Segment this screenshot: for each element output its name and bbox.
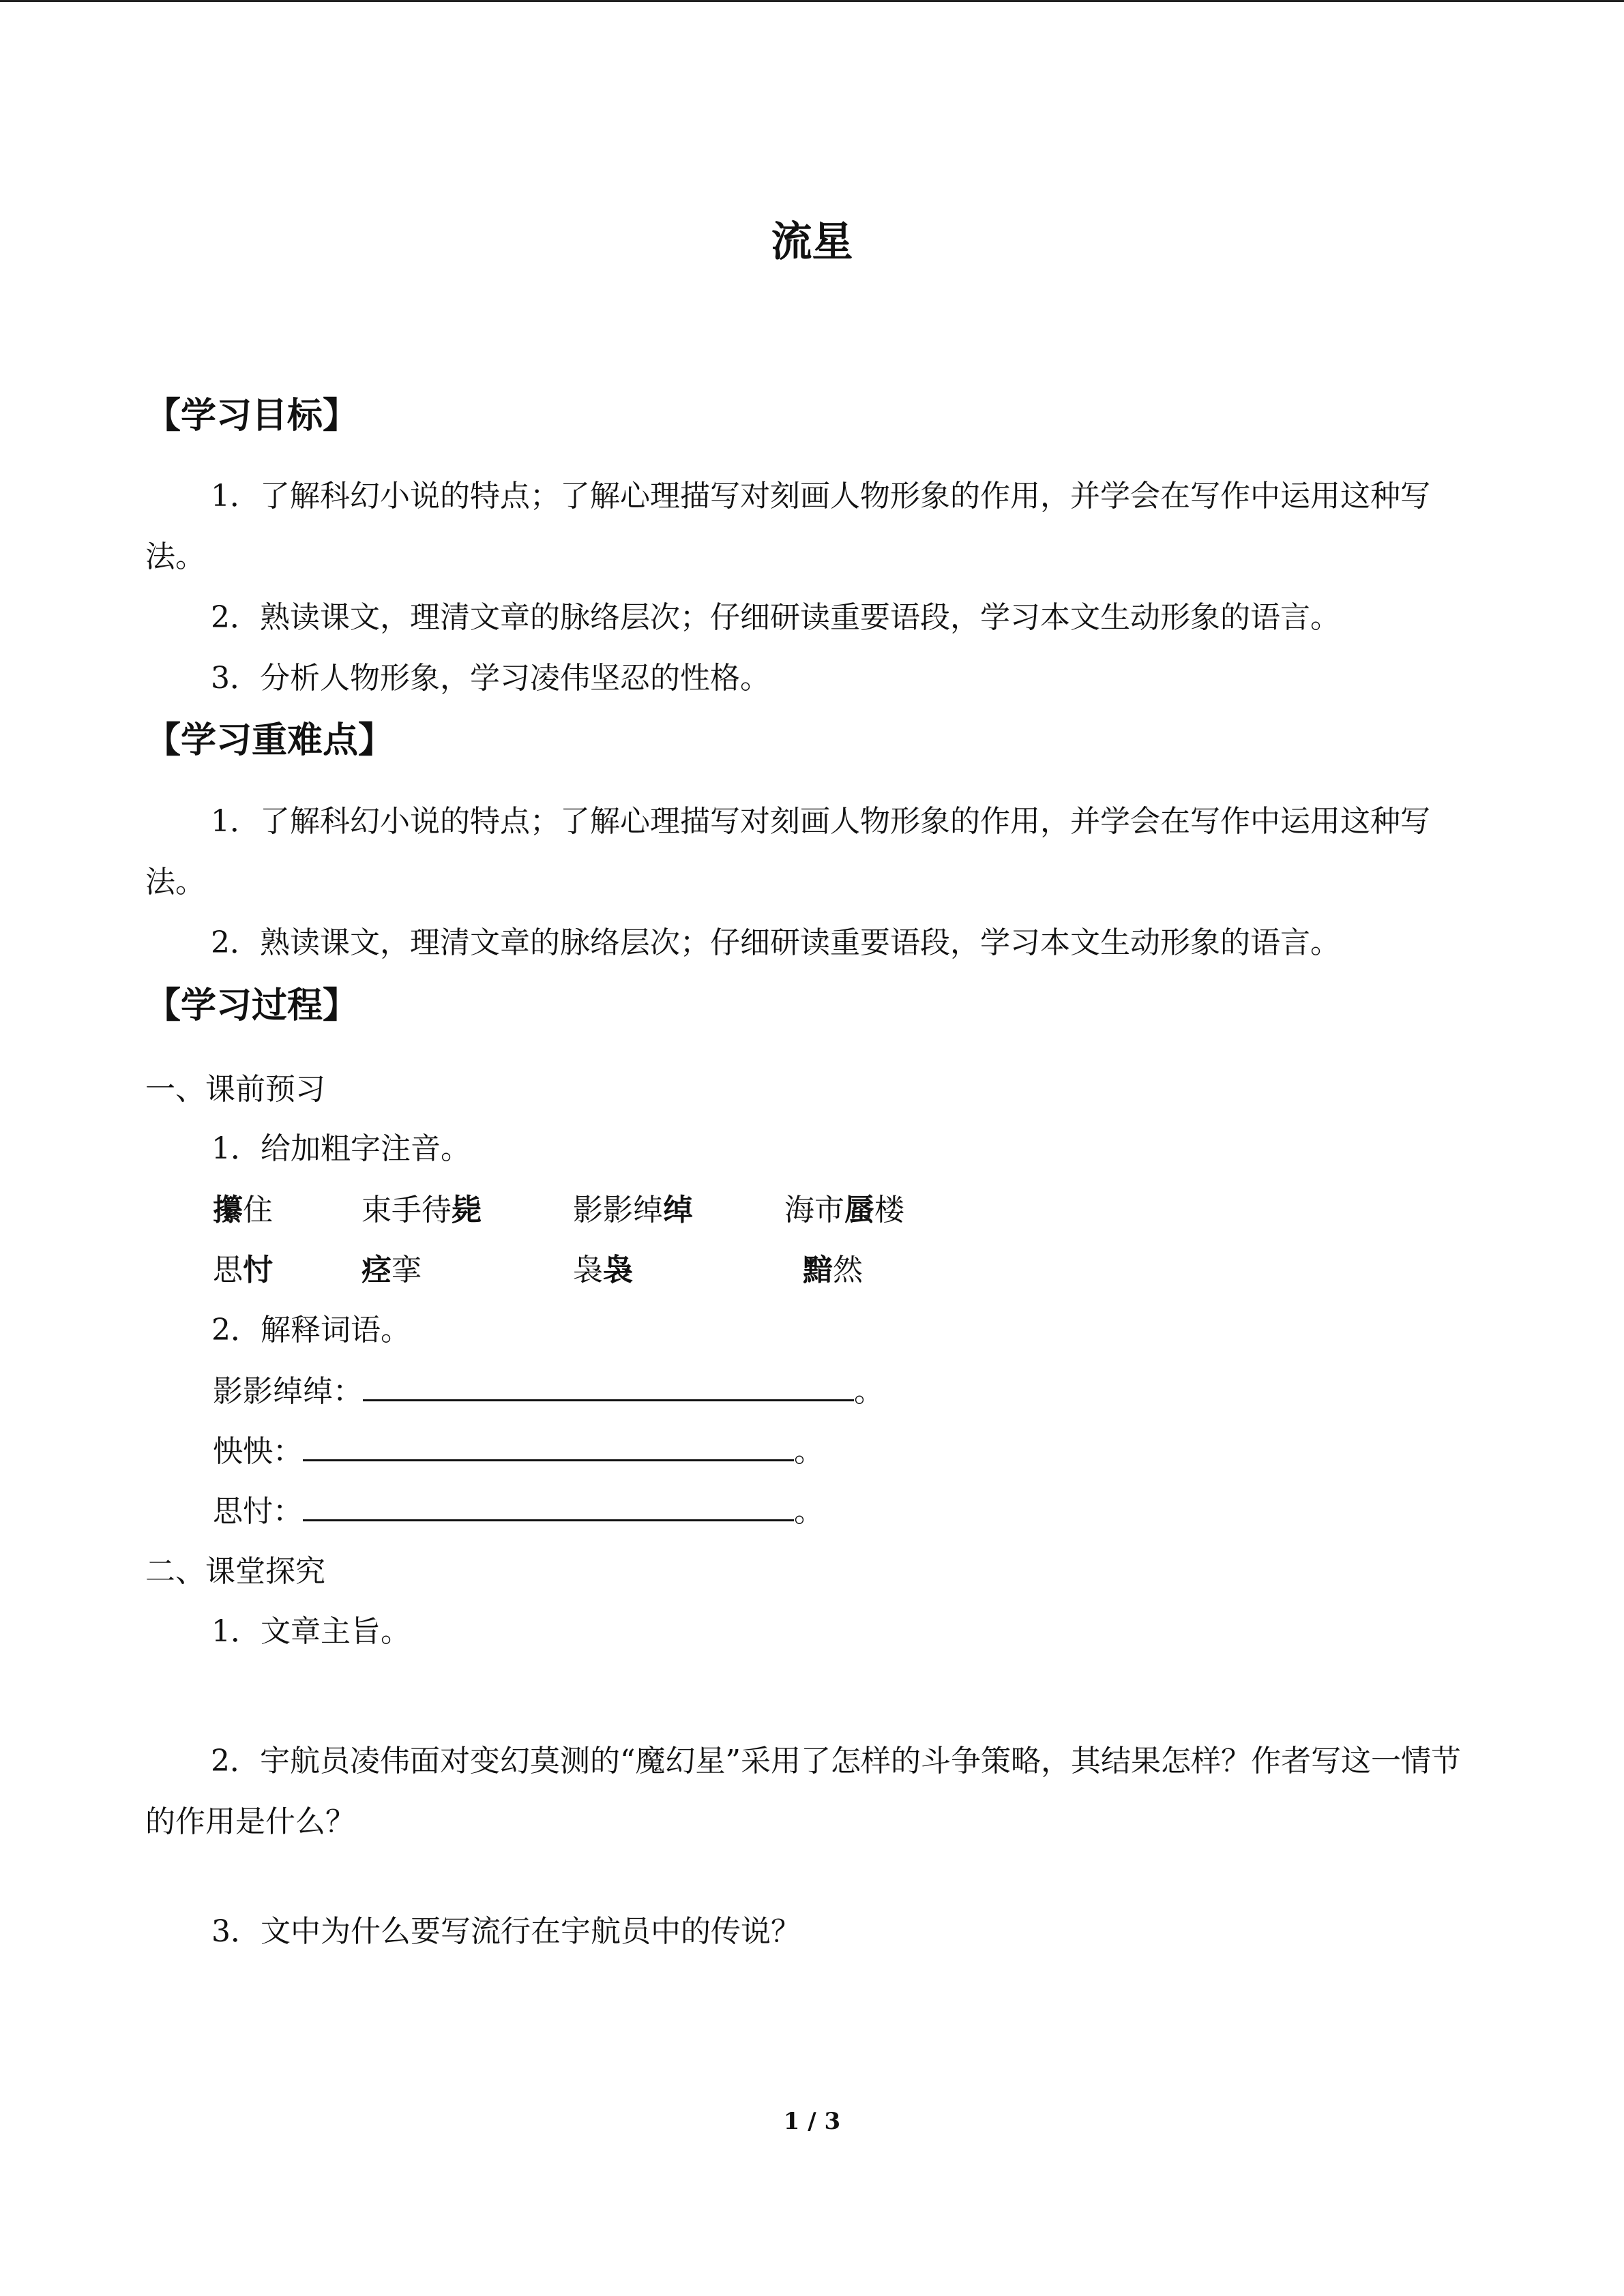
preview-heading: 一、课前预习: [145, 1072, 325, 1107]
pinyin-word-8: 黯然: [803, 1253, 863, 1287]
pinyin-word-1: 攥住: [213, 1193, 273, 1227]
answer-blank[interactable]: [363, 1372, 854, 1401]
inquiry-question-1: 1．文章主旨。: [211, 1614, 411, 1649]
answer-blank[interactable]: [303, 1432, 794, 1461]
pinyin-word-5: 思忖: [213, 1253, 273, 1287]
term-line-3: 思忖： 。: [213, 1491, 824, 1532]
page-title: 流星: [771, 218, 853, 266]
section-heading-goals: 【学习目标】: [145, 396, 359, 436]
goal-item-1: 1．了解科幻小说的特点；了解心理描写对刻画人物形象的作用，并学会在写作中运用这种写法。: [145, 479, 1430, 574]
term-line-2: 怏怏： 。: [213, 1431, 824, 1472]
section-heading-process: 【学习过程】: [145, 985, 359, 1026]
pinyin-word-4: 海市蜃楼: [784, 1193, 904, 1227]
goal-item-2: 2．熟读课文，理清文章的脉络层次；仔细研读重要语段，学习本文生动形象的语言。: [211, 600, 1340, 635]
answer-blank[interactable]: [303, 1492, 794, 1521]
section-heading-key-points: 【学习重难点】: [145, 720, 394, 761]
term-label: 怏怏：: [213, 1434, 303, 1469]
term-label: 思忖：: [213, 1494, 303, 1529]
preview-question-2: 2．解释词语。: [211, 1313, 411, 1347]
pinyin-word-3: 影影绰绰: [573, 1193, 693, 1227]
page-indicator: 1 / 3: [783, 2108, 841, 2135]
key-point-item-2: 2．熟读课文，理清文章的脉络层次；仔细研读重要语段，学习本文生动形象的语言。: [211, 925, 1340, 960]
pinyin-word-7: 袅袅: [573, 1253, 633, 1287]
pinyin-word-6: 痉挛: [361, 1253, 422, 1287]
inquiry-question-2: 2．宇航员凌伟面对变幻莫测的“魔幻星”采用了怎样的斗争策略，其结果怎样？作者写这一情节的作用是什么？: [145, 1744, 1461, 1839]
key-point-item-1: 1．了解科幻小说的特点；了解心理描写对刻画人物形象的作用，并学会在写作中运用这种写法。: [145, 804, 1430, 899]
inquiry-question-3: 3．文中为什么要写流行在宇航员中的传说？: [211, 1914, 801, 1949]
inquiry-heading: 二、课堂探究: [145, 1554, 325, 1589]
pinyin-word-2: 束手待毙: [361, 1193, 482, 1227]
preview-question-1: 1．给加粗字注音。: [211, 1131, 471, 1166]
term-label: 影影绰绰：: [213, 1374, 363, 1409]
term-line-1: 影影绰绰： 。: [213, 1371, 884, 1412]
goal-item-3: 3．分析人物形象，学习凌伟坚忍的性格。: [211, 661, 770, 696]
